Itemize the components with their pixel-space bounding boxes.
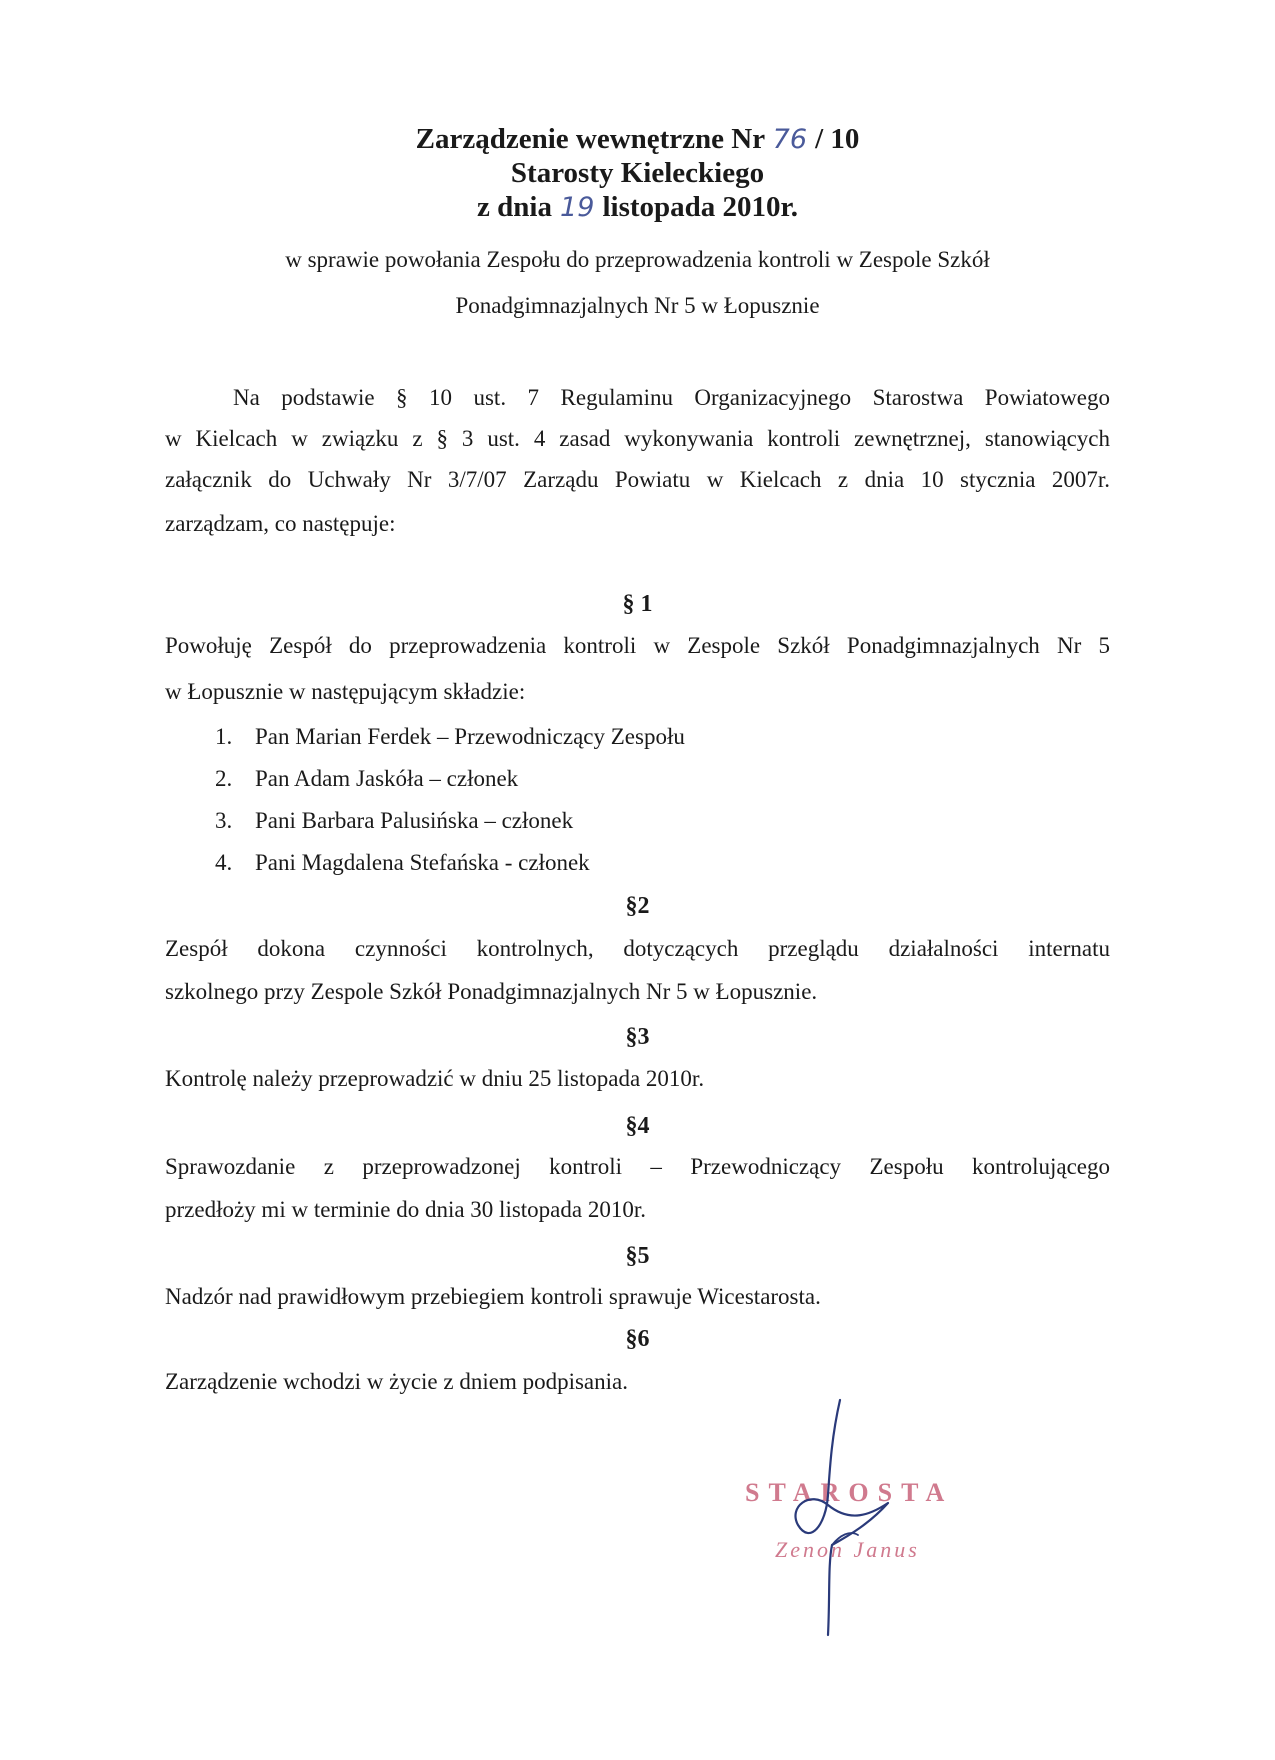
section-2-line-2: szkolnego przy Zespole Szkół Ponadgimnazjalnych Nr 5 w Łopusznie. [165, 979, 818, 1004]
date-prefix: z dnia [477, 191, 552, 223]
section-3-line-1: Kontrolę należy przeprowadzić w dniu 25 listopada 2010r. [165, 1066, 705, 1091]
stamp-title: STAROSTA [745, 1478, 954, 1507]
member-number: 4. [215, 850, 233, 875]
member-number: 1. [215, 724, 233, 749]
title-suffix: / 10 [815, 123, 860, 155]
section-1-line-2: w Łopusznie w następującym składzie: [165, 679, 526, 704]
section-1-heading: § 1 [622, 591, 653, 617]
section-4-line-2: przedłoży mi w terminie do dnia 30 listopada 2010r. [165, 1197, 646, 1222]
date-suffix: listopada 2010r. [602, 191, 798, 223]
member-text: Pani Magdalena Stefańska - członek [255, 850, 590, 875]
subject-line-1: w sprawie powołania Zespołu do przeprowadzenia kontroli w Zespole Szkół [285, 247, 990, 272]
section-2-line-1: Zespół dokona czynności kontrolnych, dotyczących przeglądu działalności internatu [165, 936, 1110, 961]
member-item [215, 765, 518, 793]
preamble-line-4: zarządzam, co następuje: [165, 511, 396, 536]
member-item [215, 723, 685, 751]
section-2-heading: §2 [625, 893, 650, 919]
stamp-name: Zenon Janus [775, 1537, 920, 1562]
handwritten-signature-icon [770, 1395, 930, 1645]
member-number: 2. [215, 766, 233, 791]
handwritten-day: 19 [560, 192, 595, 223]
member-text: Pan Marian Ferdek – Przewodniczący Zespołu [255, 724, 685, 749]
section-3-heading: §3 [625, 1024, 650, 1050]
subject-line-2: Ponadgimnazjalnych Nr 5 w Łopusznie [455, 293, 820, 318]
section-1-line-1: Powołuję Zespół do przeprowadzenia kontroli w Zespole Szkół Ponadgimnazjalnych Nr 5 [165, 633, 1110, 658]
title-prefix: Zarządzenie wewnętrzne Nr [415, 123, 765, 155]
preamble-line-2: w Kielcach w związku z § 3 ust. 4 zasad wykonywania kontroli zewnętrznej, stanowiących [165, 426, 1110, 451]
handwritten-number: 76 [772, 124, 807, 155]
title-line-1 [0, 122, 1275, 157]
section-6-line-1: Zarządzenie wchodzi w życie z dniem podpisania. [165, 1369, 628, 1394]
preamble-line-3: załącznik do Uchwały Nr 3/7/07 Zarządu Powiatu w Kielcach z dnia 10 stycznia 2007r. [165, 467, 1110, 492]
member-number: 3. [215, 808, 233, 833]
member-text: Pani Barbara Palusińska – członek [255, 808, 574, 833]
section-4-heading: §4 [625, 1113, 650, 1139]
section-6-heading: §6 [625, 1326, 650, 1352]
section-5-line-1: Nadzór nad prawidłowym przebiegiem kontroli sprawuje Wicestarosta. [165, 1284, 821, 1309]
member-item [215, 849, 590, 877]
section-5-heading: §5 [625, 1243, 650, 1269]
member-text: Pan Adam Jaskóła – członek [255, 766, 519, 791]
preamble-line-1: Na podstawie § 10 ust. 7 Regulaminu Organizacyjnego Starostwa Powiatowego [233, 385, 1110, 410]
title-line-3 [0, 190, 1275, 225]
title-line-2: Starosty Kieleckiego [510, 157, 765, 189]
section-4-line-1: Sprawozdanie z przeprowadzonej kontroli – Przewodniczący Zespołu kontrolującego [165, 1154, 1110, 1179]
member-item [215, 807, 573, 835]
